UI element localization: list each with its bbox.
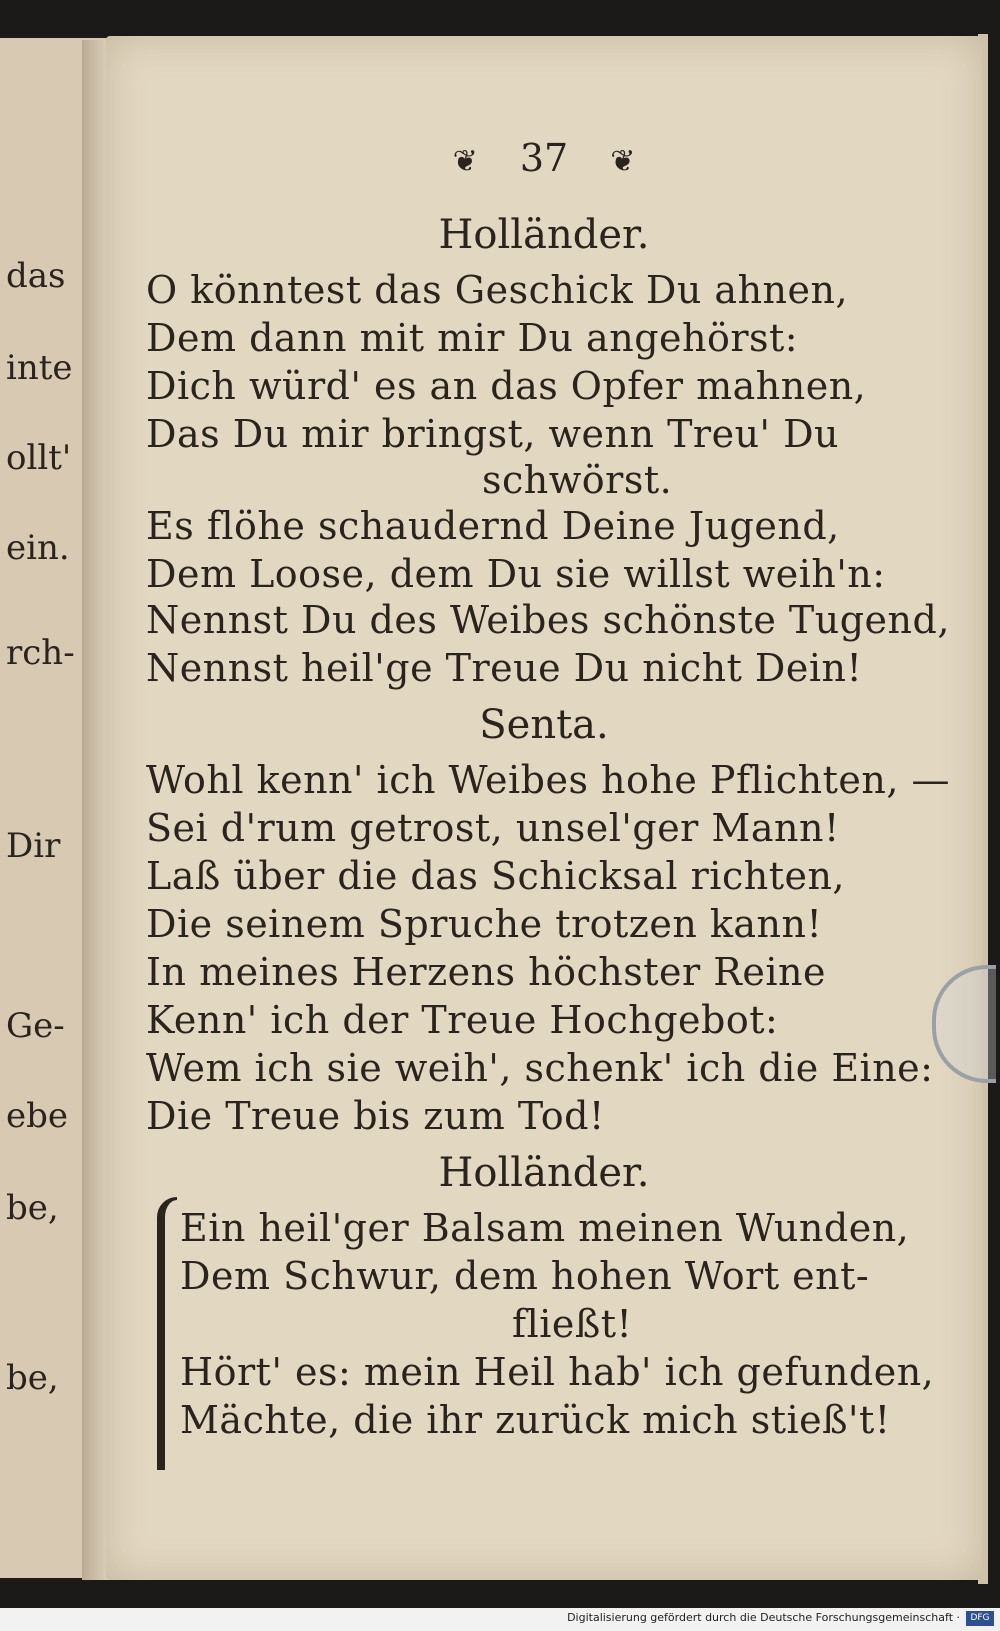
verse-line: Die Treue bis zum Tod! [146,1094,605,1138]
left-fragment: Ge- [6,1006,65,1046]
left-fragment: be, [6,1188,59,1228]
verse-line: Es flöhe schaudernd Deine Jugend, [146,504,840,548]
left-fragment: inte [6,348,73,388]
left-fragment: ollt' [6,438,72,478]
speaker-name: Senta. [479,702,609,748]
verse-line: Dem Schwur, dem hohen Wort ent- [180,1254,870,1298]
verse-line: Die seinem Spruche trotzen kann! [146,902,823,946]
ornament-left-icon: ❦ [452,144,478,179]
verse-line: Laß über die das Schicksal richten, [146,854,846,898]
left-fragment: ein. [6,528,70,568]
verse-line: Wem ich sie weih', schenk' ich die Eine: [146,1046,934,1090]
speaker-name: Holländer. [438,212,650,258]
left-fragment: das [6,256,66,296]
left-fragment: Dir [6,826,61,866]
speaker-name: Holländer. [438,1150,650,1196]
left-fragment: rch- [6,633,75,673]
verse-line: Dich würd' es an das Opfer mahnen, [146,364,867,408]
verse-line: Dem Loose, dem Du sie willst weih'n: [146,552,886,596]
left-fragment: be, [6,1358,59,1398]
verse-line: Das Du mir bringst, wenn Treu' Du [146,412,840,456]
verse-line: fließt! [512,1302,633,1346]
verse-line: schwörst. [482,458,673,502]
left-fragment: ebe [6,1096,69,1136]
page-header [106,136,982,180]
verse-bracket [157,1197,177,1470]
book-page [106,36,982,1580]
verse-line: Wohl kenn' ich Weibes hohe Pflichten, — [146,758,951,802]
footer-credit: Digitalisierung gefördert durch die Deutsche Forschungsgemeinschaft · [567,1611,960,1624]
verse-line: O könntest das Geschick Du ahnen, [146,268,849,312]
verse-line: Mächte, die ihr zurück mich stieß't! [180,1398,891,1442]
verse-line: Dem dann mit mir Du angehörst: [146,316,799,360]
ornament-right-icon: ❦ [610,144,636,179]
dfg-logo: DFG [966,1611,994,1626]
footer-bar [0,1608,1000,1631]
verse-line: Ein heil'ger Balsam meinen Wunden, [180,1206,910,1250]
verse-line: Nennst Du des Weibes schönste Tugend, [146,598,950,642]
page-number: 37 [519,136,569,180]
verse-line: Hört' es: mein Heil hab' ich gefunden, [180,1350,935,1394]
verse-line: In meines Herzens höchster Reine [146,950,826,994]
verse-line: Kenn' ich der Treue Hochgebot: [146,998,779,1042]
verse-line: Sei d'rum getrost, unsel'ger Mann! [146,806,840,850]
verse-line: Nennst heil'ge Treue Du nicht Dein! [146,646,863,690]
